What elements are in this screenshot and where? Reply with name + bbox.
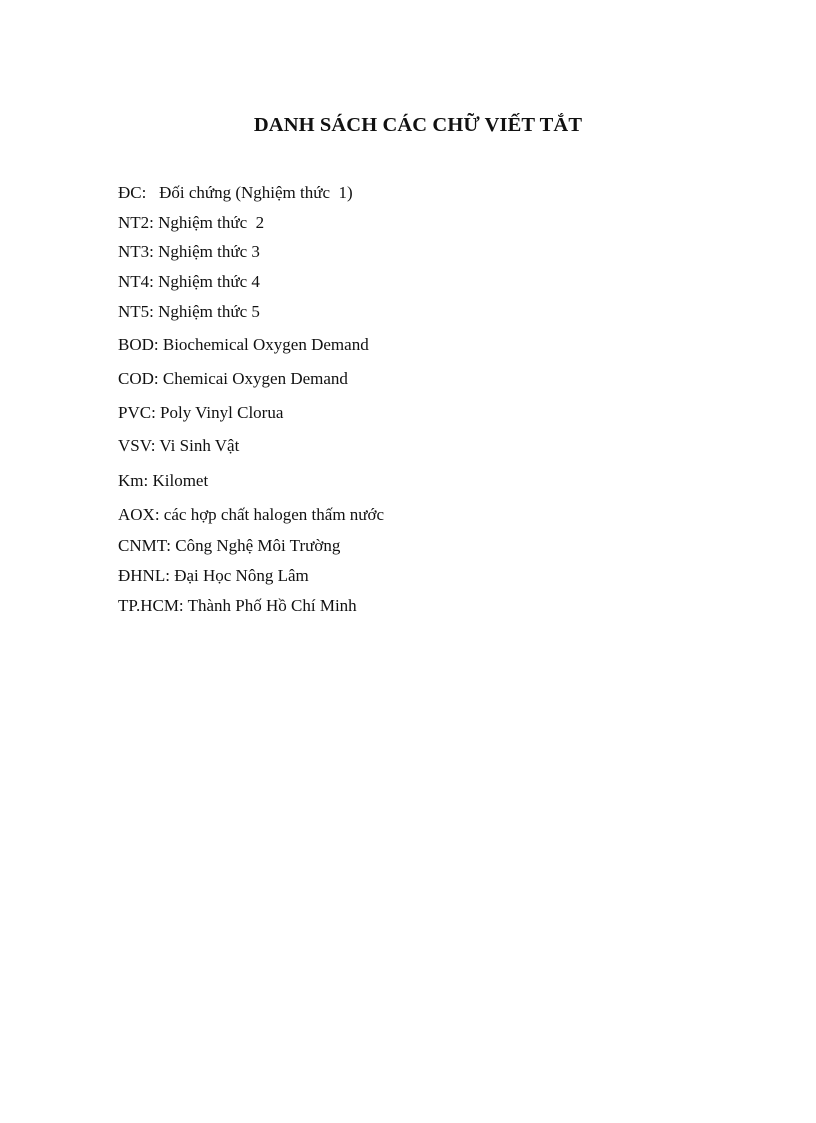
abbreviation-item: PVC: Poly Vinyl Clorua bbox=[118, 403, 284, 422]
abbreviation-item: AOX: các hợp chất halogen thấm nước bbox=[118, 505, 385, 524]
abbreviation-item: ĐC: Đối chứng (Nghiệm thức 1) bbox=[118, 183, 353, 202]
abbreviation-item: VSV: Vi Sinh Vật bbox=[118, 436, 240, 455]
abbreviation-item: CNMT: Công Nghệ Môi Trường bbox=[118, 536, 341, 555]
abbreviation-item: NT5: Nghiệm thức 5 bbox=[118, 302, 260, 321]
abbreviation-item: NT2: Nghiệm thức 2 bbox=[118, 213, 265, 232]
page-title: DANH SÁCH CÁC CHỮ VIẾT TẮT bbox=[253, 114, 583, 136]
abbreviation-item: COD: Chemicai Oxygen Demand bbox=[118, 369, 348, 388]
abbreviation-item: ĐHNL: Đại Học Nông Lâm bbox=[118, 566, 309, 585]
abbreviation-item: NT4: Nghiệm thức 4 bbox=[118, 272, 260, 291]
abbreviation-item: NT3: Nghiệm thức 3 bbox=[118, 242, 260, 261]
abbreviation-item: TP.HCM: Thành Phố Hồ Chí Minh bbox=[118, 596, 357, 615]
abbreviation-item: BOD: Biochemical Oxygen Demand bbox=[118, 335, 369, 354]
abbreviation-item: Km: Kilomet bbox=[118, 471, 209, 490]
